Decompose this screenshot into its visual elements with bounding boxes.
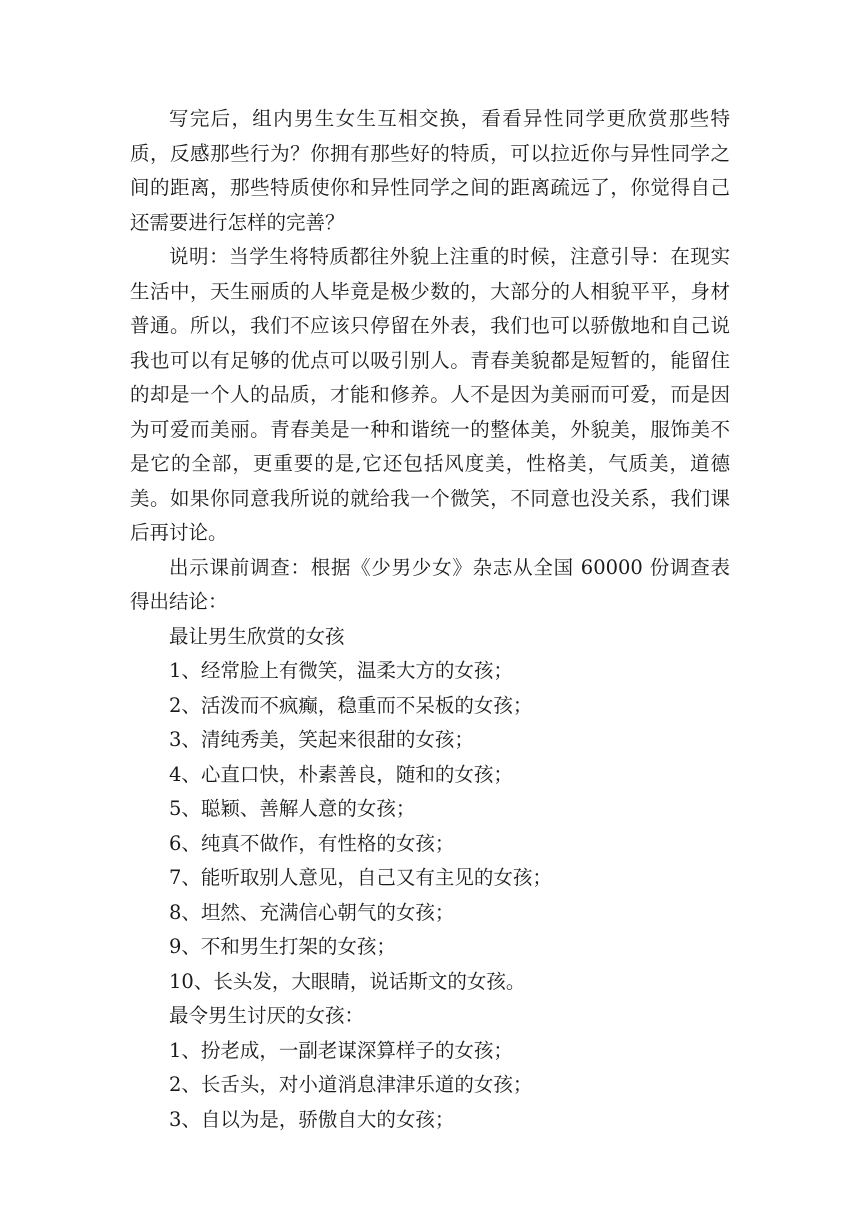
liked-list [130, 654, 730, 999]
document-page [130, 102, 730, 1137]
list-item: 6、纯真不做作，有性格的女孩； [169, 831, 455, 855]
list-item: 1、经常脸上有微笑，温柔大方的女孩； [169, 659, 513, 682]
list-item: 5、聪颖、善解人意的女孩； [169, 797, 416, 820]
paragraph-survey: 出示课前调查：根据《少男少女》杂志从全国 60000 份调查表得出结论： [130, 555, 730, 613]
list-item: 3、清纯秀美，笑起来很甜的女孩； [169, 728, 474, 751]
disliked-list [130, 1034, 730, 1138]
list-item: 4、心直口快，朴素善良，随和的女孩； [169, 762, 513, 786]
list-item: 2、长舌头，对小道消息津津乐道的女孩； [169, 1073, 533, 1096]
list-item: 1、扮老成，一副老谋深算样子的女孩； [169, 1038, 513, 1062]
liked-heading: 最让男生欣赏的女孩 [169, 624, 345, 648]
list-item: 9、不和男生打架的女孩； [169, 935, 396, 958]
disliked-heading: 最令男生讨厌的女孩： [169, 1004, 365, 1027]
list-item: 8、坦然、充满信心朝气的女孩； [169, 900, 455, 924]
list-item: 10、长头发，大眼睛，说话斯文的女孩。 [169, 969, 526, 993]
list-item: 7、能听取别人意见，自己又有主见的女孩； [169, 866, 552, 889]
paragraph-explanation: 说明：当学生将特质都往外貌上注重的时候，注意引导：在现实生活中，天生丽质的人毕竟是极少数的，大部分的人相貌平平，身材普通。所以，我们不应该只停留在外表，我们也可以骄傲地和自己说我也可以有足够的优点可以吸引别人。青春美貌都是短暂的，能留住的却是一个人的品质，才能和修养。人不是因为美丽而可爱，而是因为可爱而美丽。青春美是一种和谐统一的整体美，外貌美，服饰美不是它的全部，更重要的是,它还包括风度美，性格美，气质美，道德美。如果你同意我所说的就给我一个微笑，不同意也没关系，我们课后再讨论。 [130, 245, 730, 544]
list-item: 3、自以为是，骄傲自大的女孩； [169, 1107, 455, 1131]
paragraph-exchange: 写完后，组内男生女生互相交换，看看异性同学更欣赏那些特质，反感那些行为？你拥有那些好的特质，可以拉近你与异性同学之间的距离，那些特质使你和异性同学之间的距离疏远了，你觉得自己还需要进行怎样的完善？ [130, 107, 730, 234]
list-item: 2、活泼而不疯癫，稳重而不呆板的女孩； [169, 693, 533, 717]
